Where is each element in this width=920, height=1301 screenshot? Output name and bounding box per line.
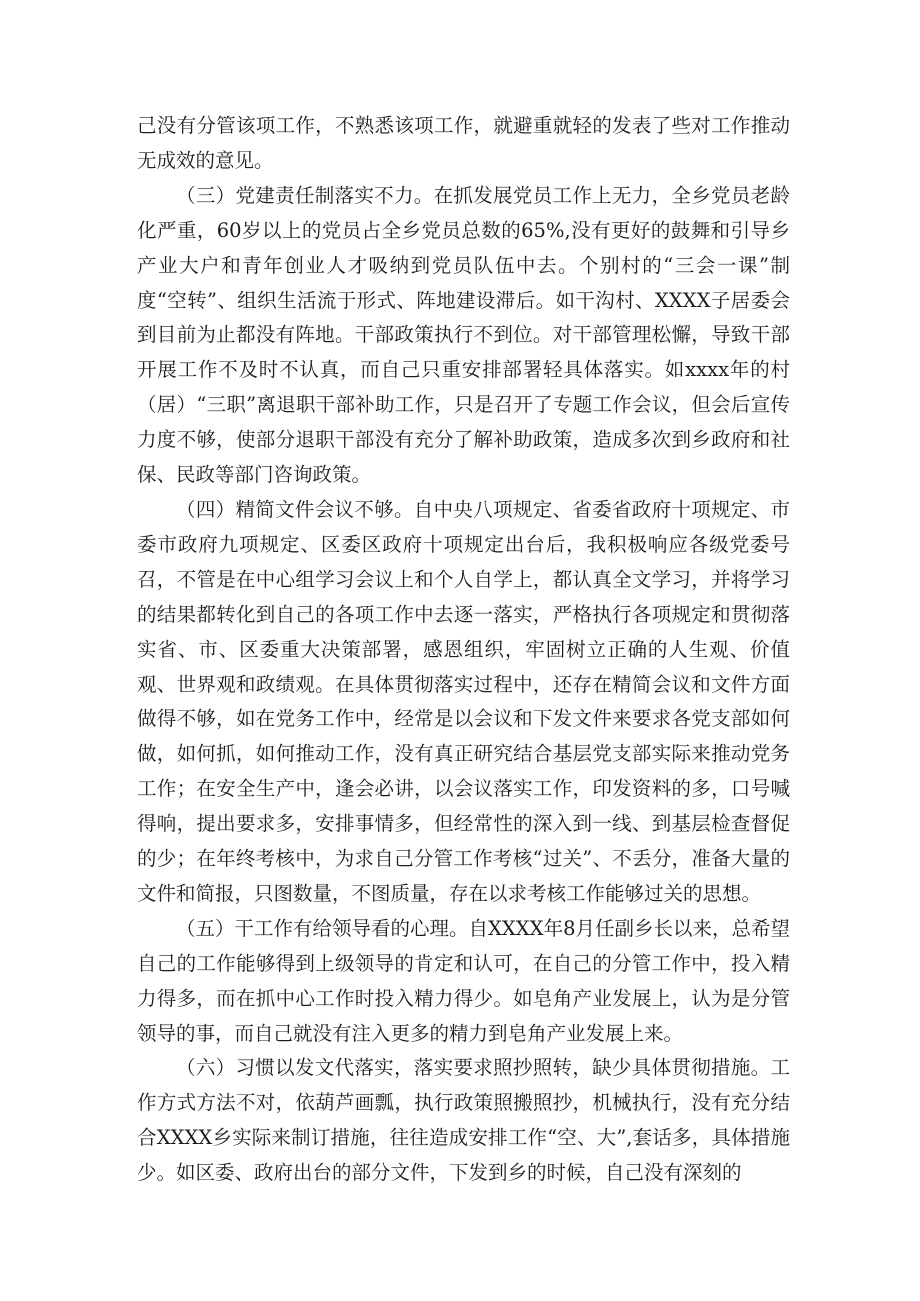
paragraph-streamline-documents-meetings: （四）精简文件会议不够。自中央八项规定、省委省政府十项规定、市委市政府九项规定、区委区政府十项规定出台后，我积极响应各级党委号召，不管是在中心组学习会议上和个人自学上，都认真全文学习，并将学习的结果都转化到自己的各项工作中去逐一落实，严格执行各项规定和贯彻落实省、市、区委重大决策部署，感恩组织，牢固树立正确的人生观、价值观、世界观和政绩观。在具体贯彻落实过程中，还存在精简会议和文件方面做得不够，如在党务工作中，经常是以会议和下发文件来要求各党支部如何做，如何抓，如何推动工作，没有真正研究结合基层党支部实际来推动党务工作；在安全生产中，逢会必讲，以会议落实工作，印发资料的多，口号喊得响，提出要求多，安排事情多，但经常性的深入到一线、到基层检查督促的少；在年终考核中，为求自己分管工作考核“过关”、不丢分，准备大量的文件和简报，只图数量，不图质量，存在以求考核工作能够过关的思想。 — [137, 497, 790, 905]
paragraph-continuation: 己没有分管该项工作，不熟悉该项工作，就避重就轻的发表了些对工作推动无成效的意见。 — [137, 114, 790, 172]
document-body — [137, 109, 790, 1191]
paragraph-party-building-responsibility: （三）党建责任制落实不力。在抓发展党员工作上无力，全乡党员老龄化严重，60岁以上的党员占全乡党员总数的65%,没有更好的鼓舞和引导乡产业大户和青年创业人才吸纳到党员队伍中去。个别村的“三会一课”制度“空转”、组织生活流于形式、阵地建设滞后。如干沟村、XXXX子居委会到目前为止都没有阵地。干部政策执行不到位。对干部管理松懈，导致干部开展工作不及时不认真，而自己只重安排部署轻具体落实。如xxxx年的村（居）“三职”离退职干部补助工作，只是召开了专题工作会议，但会后宣传力度不够，使部分退职干部没有充分了解补助政策，造成多次到乡政府和社保、民政等部门咨询政策。 — [137, 183, 790, 487]
paragraph-work-for-leaders: （五）干工作有给领导看的心理。自XXXX年8月任副乡长以来，总希望自己的工作能够得到上级领导的肯定和认可，在自己的分管工作中，投入精力得多，而在抓中心工作时投入精力得少。如皂角产业发展上，认为是分管领导的事，而自己就没有注入更多的精力到皂角产业发展上来。 — [137, 916, 790, 1045]
paragraph-documents-instead-of-implementation: （六）习惯以发文代落实，落实要求照抄照转，缺少具体贯彻措施。工作方式方法不对，依葫芦画瓢，执行政策照搬照抄，机械执行，没有充分结合XXXX乡实际来制订措施，往往造成安排工作“空、大”,套话多，具体措施少。如区委、政府出台的部分文件，下发到乡的时候，自己没有深刻的 — [137, 1056, 790, 1185]
